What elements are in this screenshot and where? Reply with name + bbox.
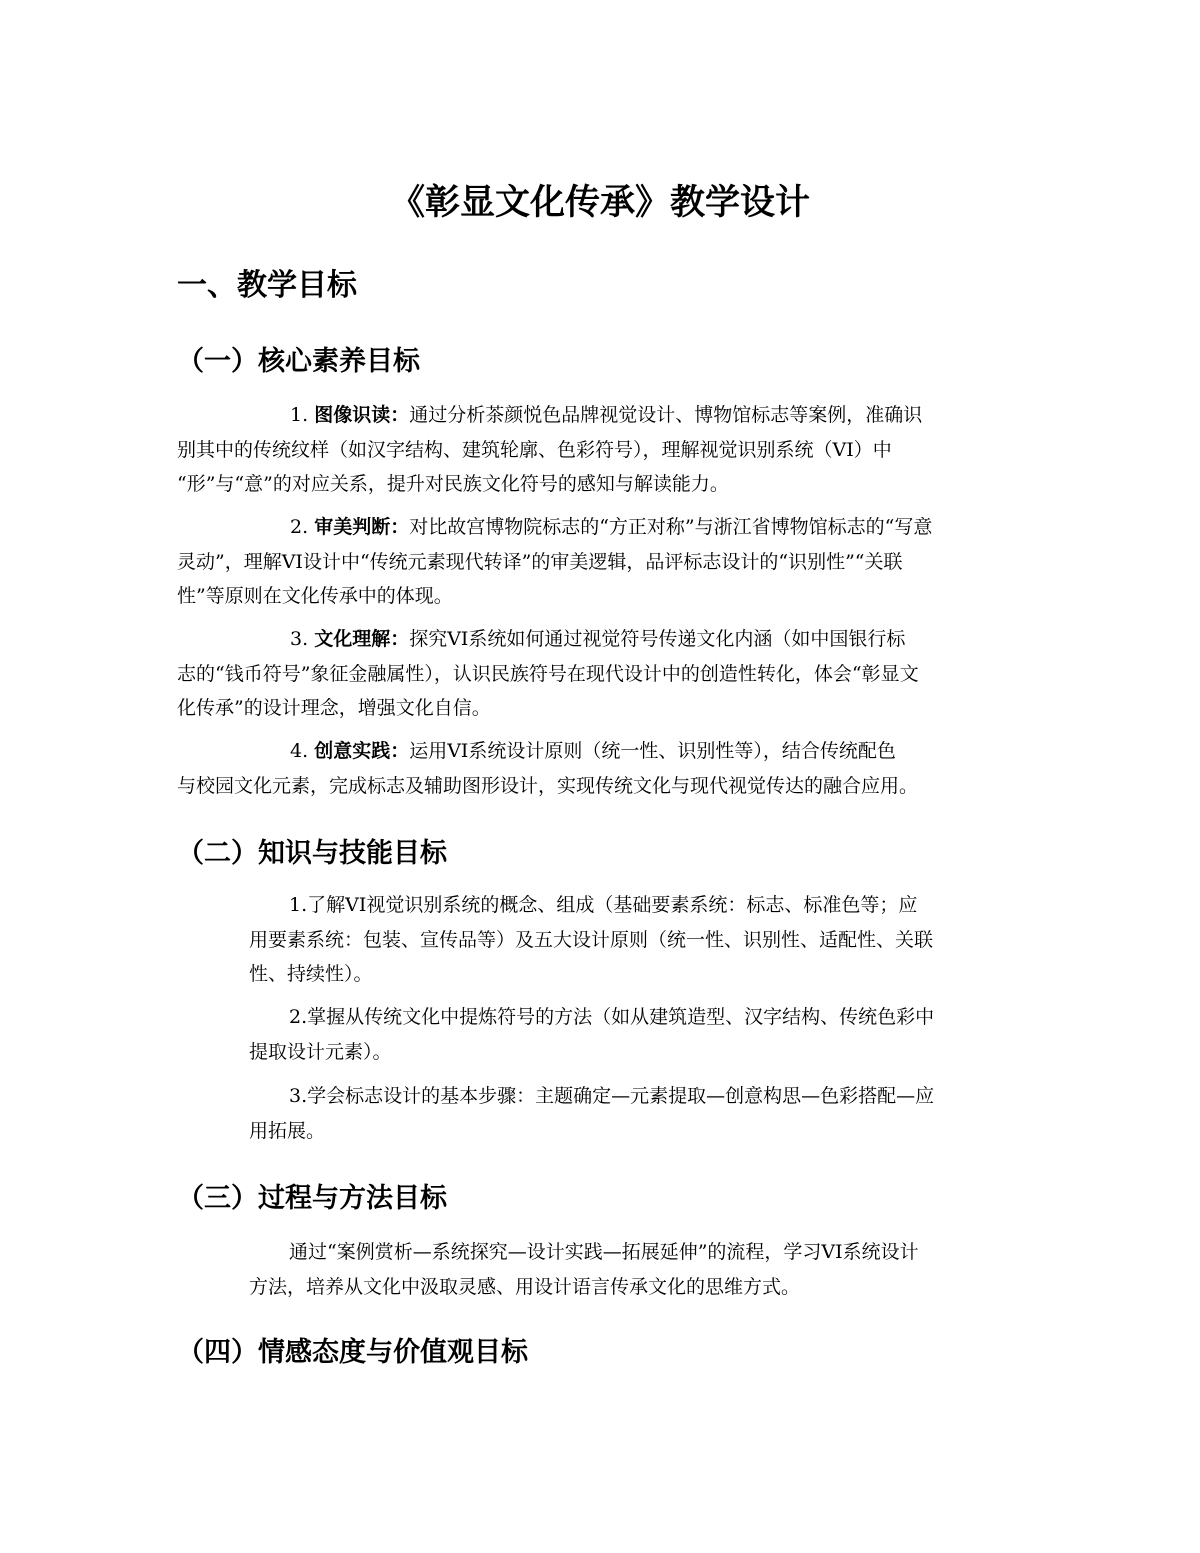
subsection-heading-process-methods: （三）过程与方法目标 (177, 1183, 447, 1214)
item-text: 探究VI系统如何通过视觉符号传递文化内涵（如中国银行标 (409, 628, 906, 650)
item-text: 对比故宫博物院标志的“方正对称”与浙江省博物馆标志的“写意 (409, 516, 933, 538)
item-number: 1. (290, 404, 309, 426)
item-label: 图像识读： (314, 404, 410, 426)
process-paragraph (249, 1235, 919, 1304)
item-label: 创意实践： (314, 740, 410, 762)
skills-item-2 (249, 1000, 934, 1069)
item-number: 2. (290, 516, 309, 538)
subsection-heading-emotion-values: （四）情感态度与价值观目标 (177, 1337, 528, 1368)
subsection-heading-knowledge-skills: （二）知识与技能目标 (177, 838, 447, 869)
item-text-line: 灵动”，理解VI设计中“传统元素现代转译”的审美逻辑，品评标志设计的“识别性”“关联 (177, 550, 903, 573)
item-text: 通过分析茶颜悦色品牌视觉设计、博物馆标志等案例，准确识 (409, 404, 923, 426)
item-text: 运用VI系统设计原则（统一性、识别性等），结合传统配色 (409, 740, 896, 762)
core-item-2 (177, 510, 932, 614)
item-text: 通过“案例赏析—系统探究—设计实践—拓展延伸”的流程，学习VI系统设计 (289, 1241, 919, 1263)
item-text-line: “形”与“意”的对应关系，提升对民族文化符号的感知与解读能力。 (177, 473, 729, 495)
item-text-line: 别其中的传统纹样（如汉字结构、建筑轮廓、色彩符号），理解视觉识别系统（VI）中 (177, 438, 892, 461)
item-text-line: 提取设计元素）。 (249, 1040, 392, 1063)
subsection-heading-core-literacy: （一）核心素养目标 (177, 346, 420, 377)
item-text: 2.掌握从传统文化中提炼符号的方法（如从建筑造型、汉字结构、传统色彩中 (289, 1006, 935, 1028)
item-text-line: 性”等原则在文化传承中的体现。 (177, 585, 453, 607)
item-text-line: 志的“钱币符号”象征金融属性），认识民族符号在现代设计中的创造性转化，体会“彰显文 (177, 662, 919, 685)
item-text: 1.了解VI视觉识别系统的概念、组成（基础要素系统：标志、标准色等；应 (289, 894, 918, 916)
item-text-line: 用要素系统：包装、宣传品等）及五大设计原则（统一性、识别性、适配性、关联 (249, 928, 934, 951)
item-text-line: 方法，培养从文化中汲取灵感、用设计语言传承文化的思维方式。 (249, 1275, 801, 1298)
item-text-line: 用拓展。 (249, 1119, 326, 1142)
item-label: 审美判断： (314, 516, 410, 538)
section-heading-teaching-objectives: 一、教学目标 (177, 268, 357, 303)
item-text-line: 与校园文化元素，完成标志及辅助图形设计，实现传统文化与现代视觉传达的融合应用。 (177, 774, 919, 797)
skills-item-1 (249, 888, 933, 992)
item-text: 3.学会标志设计的基本步骤：主题确定—元素提取—创意构思—色彩搭配—应 (289, 1085, 935, 1107)
core-item-3 (177, 622, 919, 726)
item-text-line: 化传承”的设计理念，增强文化自信。 (177, 697, 491, 719)
item-label: 文化理解： (314, 628, 410, 650)
item-number: 3. (290, 628, 309, 650)
item-text-line: 性、持续性）。 (249, 963, 373, 985)
document-title: 《彰显文化传承》教学设计 (389, 183, 810, 223)
core-item-4 (177, 734, 918, 803)
item-number: 4. (290, 740, 309, 762)
core-item-1 (177, 398, 922, 502)
skills-item-3 (249, 1079, 934, 1148)
